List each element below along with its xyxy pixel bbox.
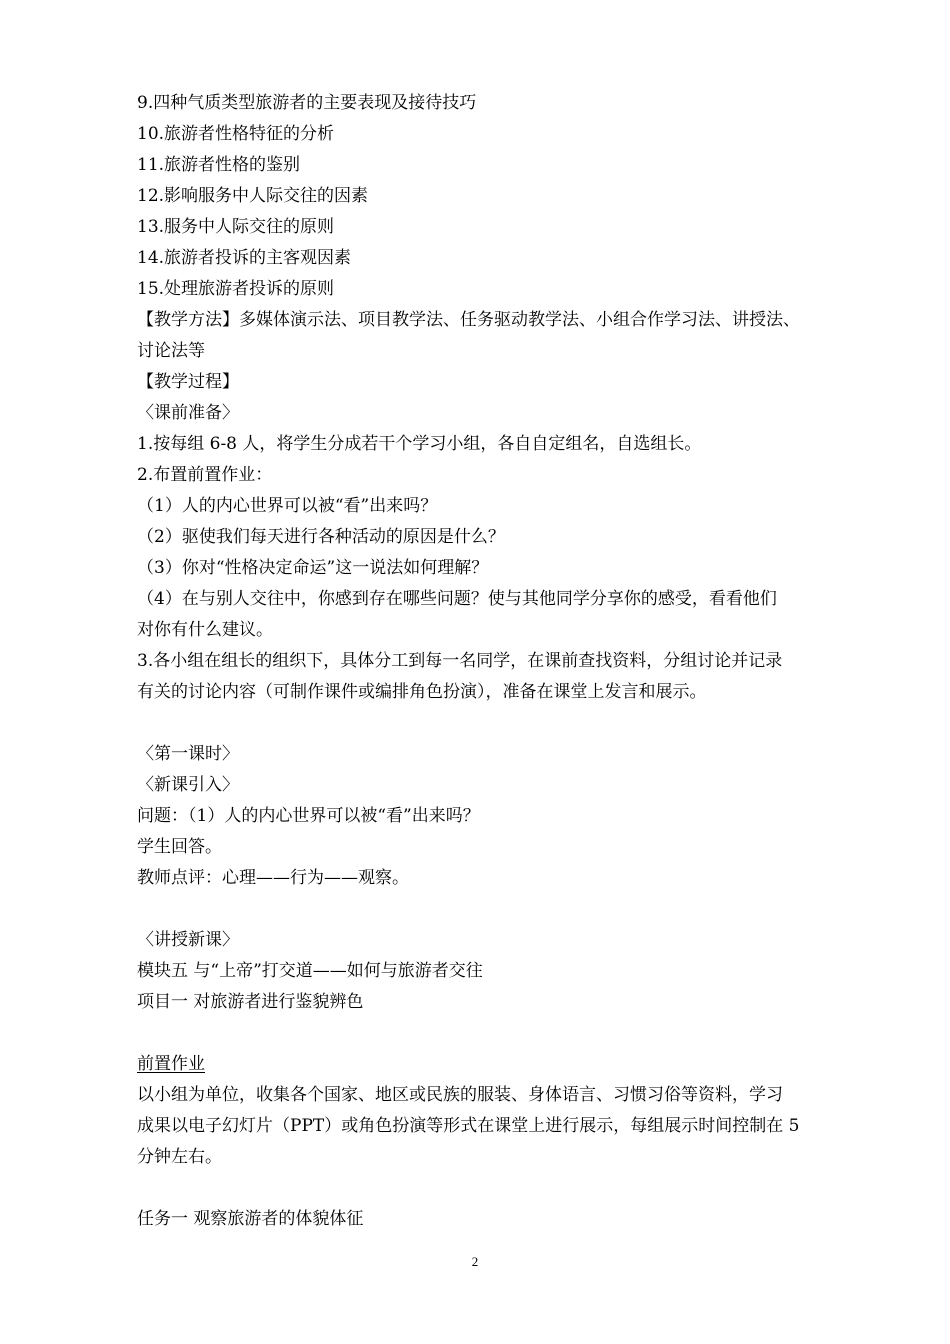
- task-one-title: 任务一 观察旅游者的体貌体征: [137, 1209, 364, 1229]
- list-item-9: 9.四种气质类型旅游者的主要表现及接待技巧: [137, 93, 477, 113]
- student-answer: 学生回答。: [137, 837, 222, 857]
- list-item-15: 15.处理旅游者投诉的原则: [137, 279, 335, 299]
- module-title: 模块五 与“上帝”打交道——如何与旅游者交往: [137, 961, 483, 981]
- list-item-14: 14.旅游者投诉的主客观因素: [137, 248, 352, 268]
- assignment-question-2: （2）驱使我们每天进行各种活动的原因是什么？: [137, 527, 505, 547]
- lecture-heading: 〈讲授新课〉: [137, 930, 239, 950]
- pre-assignment-line-3: 分钟左右。: [137, 1147, 222, 1167]
- pre-class-step-3-line-2: 有关的讨论内容（可制作课件或编排角色扮演），准备在课堂上发言和展示。: [137, 682, 707, 702]
- teaching-method-line-2: 讨论法等: [137, 341, 205, 361]
- list-item-13: 13.服务中人际交往的原则: [137, 217, 335, 237]
- assignment-question-4-cont: 对你有什么建议。: [137, 620, 273, 640]
- project-title: 项目一 对旅游者进行鉴貌辨色: [137, 992, 364, 1012]
- first-lesson-heading: 〈第一课时〉: [137, 744, 239, 764]
- blank-line: [137, 708, 865, 739]
- pre-class-step-2: 2.布置前置作业：: [137, 465, 273, 485]
- new-lesson-intro-heading: 〈新课引入〉: [137, 775, 239, 795]
- blank-line: [137, 1018, 865, 1049]
- pre-class-step-3-line-1: 3.各小组在组长的组织下，具体分工到每一名同学，在课前查找资料，分组讨论并记录: [137, 651, 783, 671]
- blank-line: [137, 1173, 865, 1204]
- pre-class-step-1: 1.按每组 6-8 人，将学生分成若干个学习小组，各自自定组名，自选组长。: [137, 434, 702, 454]
- list-item-12: 12.影响服务中人际交往的因素: [137, 186, 369, 206]
- teacher-comment: 教师点评：心理——行为——观察。: [137, 868, 409, 888]
- document-body: [137, 88, 865, 1235]
- pre-class-heading: 〈课前准备〉: [137, 403, 239, 423]
- assignment-question-1: （1）人的内心世界可以被“看”出来吗？: [137, 496, 438, 516]
- teaching-process-heading: 【教学过程】: [137, 372, 239, 392]
- pre-assignment-heading: [137, 1049, 865, 1080]
- pre-assignment-line-1: 以小组为单位，收集各个国家、地区或民族的服装、身体语言、习惯习俗等资料，学习: [137, 1085, 783, 1105]
- assignment-question-3: （3）你对“性格决定命运”这一说法如何理解？: [137, 558, 489, 578]
- blank-line: [137, 894, 865, 925]
- intro-question: 问题：（1）人的内心世界可以被“看”出来吗？: [137, 806, 480, 826]
- teaching-method-line-1: 【教学方法】多媒体演示法、项目教学法、任务驱动教学法、小组合作学习法、讲授法、: [137, 310, 800, 330]
- page-number: 2: [471, 1254, 479, 1269]
- assignment-question-4: （4）在与别人交往中，你感到存在哪些问题？使与其他同学分享你的感受，看看他们: [137, 589, 777, 609]
- list-item-10: 10.旅游者性格特征的分析: [137, 124, 335, 144]
- pre-assignment-heading-text: 前置作业: [137, 1054, 205, 1074]
- list-item-11: 11.旅游者性格的鉴别: [137, 155, 301, 175]
- pre-assignment-line-2: 成果以电子幻灯片（PPT）或角色扮演等形式在课堂上进行展示，每组展示时间控制在 5: [137, 1116, 800, 1136]
